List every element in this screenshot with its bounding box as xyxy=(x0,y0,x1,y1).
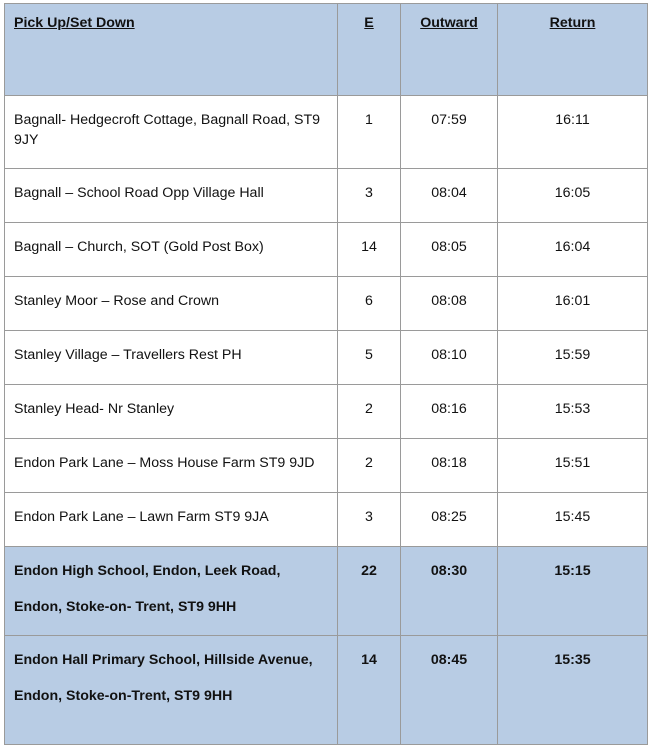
stop-cell: Bagnall – Church, SOT (Gold Post Box) xyxy=(5,223,338,277)
e-cell: 2 xyxy=(338,439,401,493)
school-stop-cell xyxy=(5,547,338,636)
table-row xyxy=(5,385,648,439)
return-cell: 15:59 xyxy=(498,331,648,385)
table-row xyxy=(5,277,648,331)
e-cell: 5 xyxy=(338,331,401,385)
table-row xyxy=(5,169,648,223)
header-stop: Pick Up/Set Down xyxy=(5,4,338,96)
outward-cell: 08:25 xyxy=(401,493,498,547)
school-address-line-1: Endon Hall Primary School, Hillside Avenue, xyxy=(14,652,313,668)
return-cell: 16:05 xyxy=(498,169,648,223)
school-row xyxy=(5,636,648,745)
header-return: Return xyxy=(498,4,648,96)
return-cell: 16:01 xyxy=(498,277,648,331)
header-e: E xyxy=(338,4,401,96)
stop-cell: Stanley Head- Nr Stanley xyxy=(5,385,338,439)
return-cell: 15:51 xyxy=(498,439,648,493)
outward-cell: 08:04 xyxy=(401,169,498,223)
table-row xyxy=(5,223,648,277)
e-cell: 14 xyxy=(338,223,401,277)
e-cell: 3 xyxy=(338,493,401,547)
school-address-line-2: Endon, Stoke-on-Trent, ST9 9HH xyxy=(14,688,233,704)
e-cell: 14 xyxy=(338,636,401,745)
stop-cell: Bagnall – School Road Opp Village Hall xyxy=(5,169,338,223)
outward-cell: 08:45 xyxy=(401,636,498,745)
timetable xyxy=(4,3,648,745)
table-row xyxy=(5,331,648,385)
e-cell: 6 xyxy=(338,277,401,331)
outward-cell: 07:59 xyxy=(401,96,498,169)
stop-cell: Stanley Village – Travellers Rest PH xyxy=(5,331,338,385)
e-cell: 1 xyxy=(338,96,401,169)
outward-cell: 08:05 xyxy=(401,223,498,277)
return-cell: 15:35 xyxy=(498,636,648,745)
return-cell: 15:45 xyxy=(498,493,648,547)
table-row xyxy=(5,96,648,169)
table-row xyxy=(5,493,648,547)
outward-cell: 08:08 xyxy=(401,277,498,331)
e-cell: 22 xyxy=(338,547,401,636)
return-cell: 15:15 xyxy=(498,547,648,636)
outward-cell: 08:16 xyxy=(401,385,498,439)
stop-cell: Endon Park Lane – Lawn Farm ST9 9JA xyxy=(5,493,338,547)
stop-cell: Endon Park Lane – Moss House Farm ST9 9JD xyxy=(5,439,338,493)
stop-cell: Bagnall- Hedgecroft Cottage, Bagnall Road, ST9 9JY xyxy=(5,96,338,169)
return-cell: 15:53 xyxy=(498,385,648,439)
outward-cell: 08:10 xyxy=(401,331,498,385)
stop-cell: Stanley Moor – Rose and Crown xyxy=(5,277,338,331)
return-cell: 16:04 xyxy=(498,223,648,277)
school-row xyxy=(5,547,648,636)
header-outward: Outward xyxy=(401,4,498,96)
outward-cell: 08:18 xyxy=(401,439,498,493)
school-address-line-2: Endon, Stoke-on- Trent, ST9 9HH xyxy=(14,599,237,615)
outward-cell: 08:30 xyxy=(401,547,498,636)
header-row xyxy=(5,4,648,96)
table-row xyxy=(5,439,648,493)
school-stop-cell xyxy=(5,636,338,745)
school-address-line-1: Endon High School, Endon, Leek Road, xyxy=(14,563,281,579)
return-cell: 16:11 xyxy=(498,96,648,169)
e-cell: 2 xyxy=(338,385,401,439)
e-cell: 3 xyxy=(338,169,401,223)
